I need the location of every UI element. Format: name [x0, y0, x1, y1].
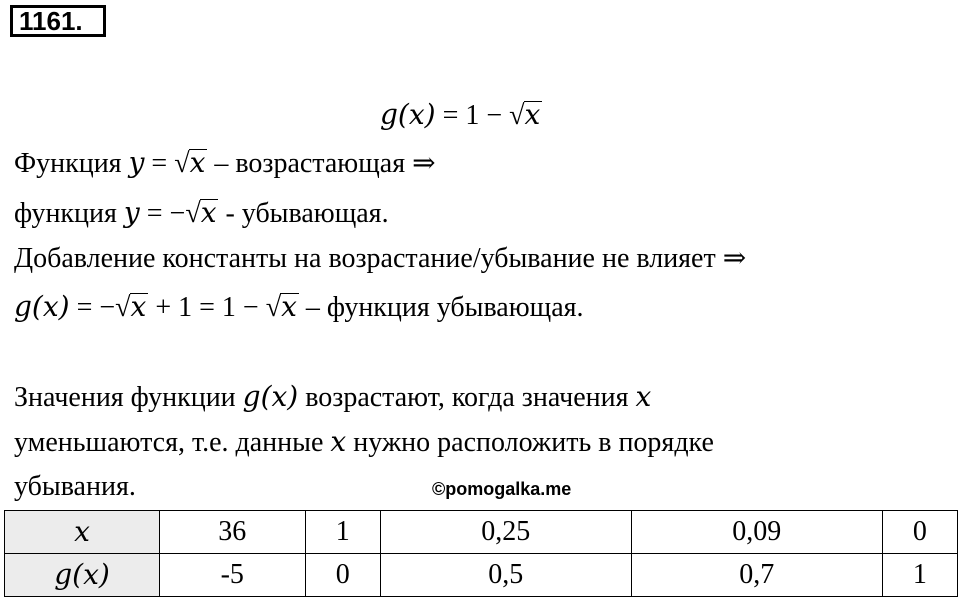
p1l4-mid1: = −	[76, 292, 116, 323]
p1l4-g: g(x)	[14, 290, 70, 323]
value-table	[4, 510, 958, 597]
formula-minus: −	[486, 100, 503, 131]
table-cell: 0,09	[631, 511, 882, 554]
formula-radicand: x	[524, 98, 541, 131]
p2l1-a: Значения функции	[14, 382, 236, 413]
problem-number: 1161.	[10, 5, 106, 37]
paragraph1-line1	[14, 146, 436, 181]
p2l2-b: нужно расположить в порядке	[353, 427, 714, 458]
sqrt-sign-icon: √	[174, 148, 190, 179]
p1l1-rest: – возрастающая ⇒	[214, 148, 436, 179]
paragraph1-line4	[14, 290, 584, 325]
p1l4-rest: – функция убывающая.	[305, 292, 584, 323]
paragraph2-line1	[14, 380, 651, 415]
p1l2-x: x	[200, 196, 217, 229]
p1l1-eq: =	[151, 148, 168, 179]
table-row-x	[5, 511, 958, 554]
p1l2-word: функция	[14, 198, 117, 229]
sqrt-sign-icon: √	[509, 100, 525, 131]
paragraph1-line2	[14, 196, 389, 231]
p1l4-x2: x	[281, 290, 297, 323]
table-cell: 36	[160, 511, 306, 554]
p2l2-a: уменьшаются, т.е. данные	[14, 427, 324, 458]
formula-one: 1	[465, 100, 480, 131]
table-cell: 0,7	[631, 554, 882, 597]
p2l2-x: x	[330, 425, 347, 458]
p1l1-word: Функция	[14, 148, 122, 179]
sqrt-sign-icon: √	[265, 292, 282, 323]
p2l1-g: g(x)	[242, 380, 299, 413]
table-header-g: g(x)	[5, 554, 160, 597]
table-cell: 0,25	[380, 511, 631, 554]
table-cell: 0	[882, 511, 957, 554]
paragraph2-line2	[14, 425, 714, 460]
p2l1-x: x	[635, 380, 652, 413]
table-cell: 1	[882, 554, 957, 597]
table-cell: -5	[160, 554, 306, 597]
main-formula	[380, 97, 542, 134]
sqrt-sign-icon: √	[115, 292, 131, 323]
paragraph1-line3: Добавление константы на возрастание/убывание не влияет ⇒	[14, 243, 747, 274]
p1l4-mid2: + 1 = 1 −	[155, 292, 259, 323]
paragraph2-line3: убывания.	[14, 471, 136, 502]
p1l2-y: y	[123, 196, 140, 229]
table-cell: 0	[305, 554, 380, 597]
table-header-x: x	[5, 511, 160, 554]
formula-lhs: g(x)	[380, 98, 436, 131]
p1l2-rest: - убывающая.	[225, 198, 389, 229]
p2l1-b: возрастают, когда значения	[305, 382, 629, 413]
table-cell: 0,5	[380, 554, 631, 597]
p1l1-x: x	[189, 146, 206, 179]
table-row-g	[5, 554, 958, 597]
sqrt-sign-icon: √	[185, 198, 201, 229]
p1l2-eq: = −	[146, 198, 186, 229]
watermark: ©pomogalka.me	[432, 479, 572, 499]
p1l1-y: y	[128, 146, 145, 179]
table-cell: 1	[305, 511, 380, 554]
formula-eq: =	[442, 100, 459, 131]
p1l4-x1: x	[130, 290, 147, 323]
